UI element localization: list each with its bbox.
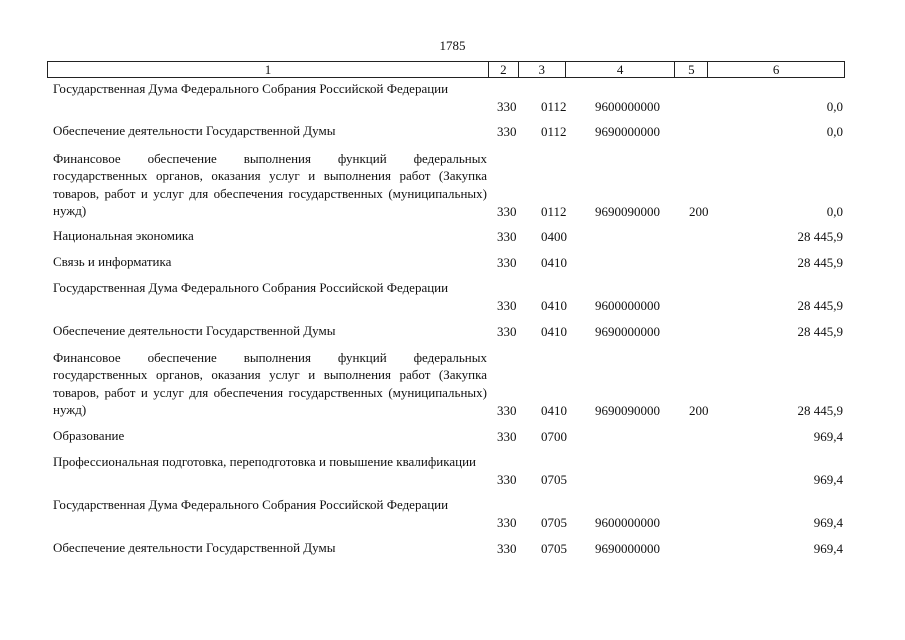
row-code: 330 (497, 402, 517, 418)
row-section: 0705 (541, 540, 567, 556)
row-sum: 969,4 (813, 428, 843, 444)
row-section: 0112 (541, 98, 567, 114)
row-section: 0410 (541, 254, 567, 270)
table-row (47, 453, 845, 488)
header-col-1: 1 (48, 62, 489, 77)
table-row (47, 150, 845, 220)
row-sum: 28 445,9 (797, 323, 843, 339)
row-code: 330 (497, 540, 517, 556)
row-code: 330 (497, 471, 517, 487)
row-article: 9690000000 (595, 123, 660, 139)
page-number: 1785 (439, 38, 466, 53)
row-section: 0410 (541, 402, 567, 418)
row-code: 330 (497, 514, 517, 530)
row-code: 330 (497, 98, 517, 114)
row-code: 330 (497, 123, 517, 139)
row-sum: 28 445,9 (797, 297, 843, 313)
table-row (47, 279, 845, 314)
row-section: 0410 (541, 323, 567, 339)
table-row (47, 322, 845, 340)
row-section: 0112 (541, 203, 567, 219)
header-col-2: 2 (489, 62, 519, 77)
row-article: 9690000000 (595, 323, 660, 339)
row-name: Обеспечение деятельности Государственной Думы (53, 123, 336, 138)
row-type: 200 (689, 402, 709, 418)
row-sum: 969,4 (813, 540, 843, 556)
table-row (47, 253, 845, 271)
row-name: Финансовое обеспечение выполнения функций федеральных государственных органов, оказания услуг и выполнения работ (Закупка товаров, работ и услуг для обеспечения государственных (муниципальных) нужд) (53, 151, 487, 219)
row-code: 330 (497, 228, 517, 244)
row-section: 0705 (541, 471, 567, 487)
row-article: 9690090000 (595, 402, 660, 418)
row-code: 330 (497, 254, 517, 270)
row-name: Связь и информатика (53, 254, 172, 269)
row-sum: 0,0 (826, 98, 843, 114)
row-type: 200 (689, 203, 709, 219)
row-section: 0700 (541, 428, 567, 444)
row-name: Обеспечение деятельности Государственной Думы (53, 540, 336, 555)
header-col-6: 6 (772, 62, 780, 77)
row-sum: 0,0 (826, 203, 843, 219)
header-col-3: 3 (519, 62, 566, 77)
row-sum: 28 445,9 (797, 254, 843, 270)
row-name: Государственная Дума Федерального Собрания Российской Федерации (53, 280, 449, 295)
row-code: 330 (497, 428, 517, 444)
row-code: 330 (497, 297, 517, 313)
table-row (47, 80, 845, 115)
row-name: Профессиональная подготовка, переподготовка и повышение квалификации (53, 454, 477, 469)
row-code: 330 (497, 323, 517, 339)
row-name: Финансовое обеспечение выполнения функций федеральных государственных органов, оказания услуг и выполнения работ (Закупка товаров, работ и услуг для обеспечения государственных (муниципальных) нужд) (53, 350, 487, 418)
row-article: 9600000000 (595, 297, 660, 313)
row-section: 0410 (541, 297, 567, 313)
header-col-4: 4 (566, 62, 676, 77)
table-row (47, 496, 845, 531)
row-section: 0400 (541, 228, 567, 244)
table-row (47, 227, 845, 245)
row-section: 0705 (541, 514, 567, 530)
row-name: Государственная Дума Федерального Собрания Российской Федерации (53, 497, 449, 512)
row-sum: 28 445,9 (797, 402, 843, 418)
row-article: 9600000000 (595, 98, 660, 114)
table-row (47, 349, 845, 419)
row-name: Обеспечение деятельности Государственной Думы (53, 323, 336, 338)
table-row (47, 427, 845, 445)
row-sum: 969,4 (813, 514, 843, 530)
row-sum: 969,4 (813, 471, 843, 487)
row-section: 0112 (541, 123, 567, 139)
table-header (47, 61, 845, 78)
row-name: Образование (53, 428, 125, 443)
row-name: Государственная Дума Федерального Собрания Российской Федерации (53, 81, 449, 96)
row-sum: 28 445,9 (797, 228, 843, 244)
row-sum: 0,0 (826, 123, 843, 139)
row-article: 9690090000 (595, 203, 660, 219)
row-article: 9600000000 (595, 514, 660, 530)
header-col-5: 5 (675, 62, 708, 77)
row-name: Национальная экономика (53, 228, 194, 243)
row-code: 330 (497, 203, 517, 219)
table-row (47, 539, 845, 557)
table-row (47, 122, 845, 140)
row-article: 9690000000 (595, 540, 660, 556)
